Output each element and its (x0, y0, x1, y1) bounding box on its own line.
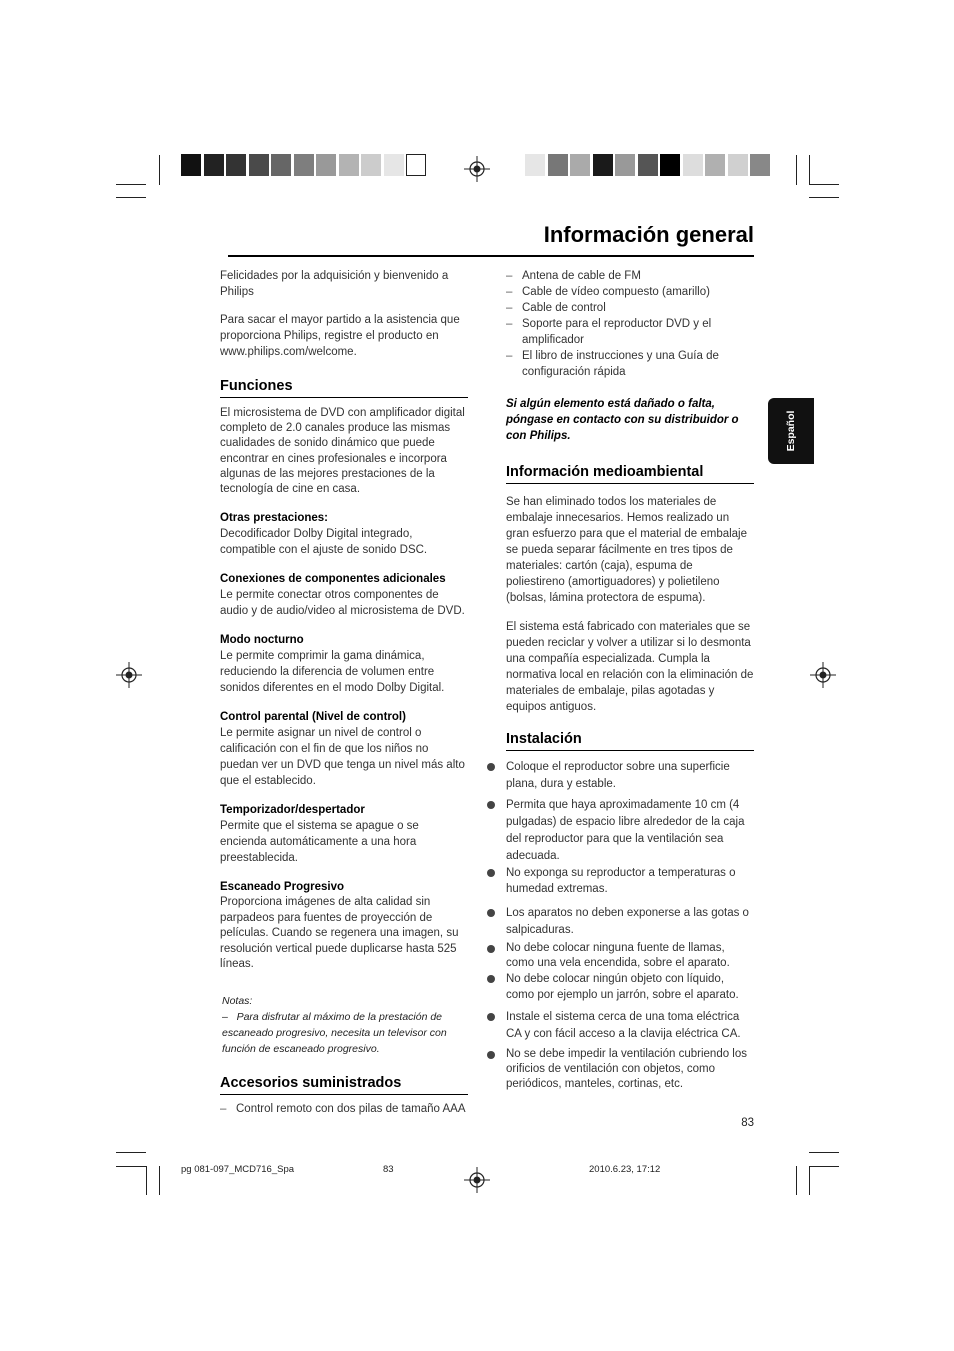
language-tab (768, 398, 814, 464)
page-number: 83 (741, 1117, 754, 1129)
notes-label: Notas: (222, 994, 253, 1007)
feature-text: Le permite conectar otros componentes de audio y de audio/video al microsistema de DVD. (220, 589, 465, 618)
feature-item (220, 571, 468, 619)
calibration-bars-left (181, 154, 429, 176)
calibration-swatch (316, 154, 336, 176)
list-item: Instale el sistema cerca de una toma eléctrica CA y con fácil acceso a la clavija eléctrica CA. (486, 1009, 754, 1043)
calibration-swatch (548, 154, 568, 176)
calibration-swatch (294, 154, 314, 176)
feature-title: Control parental (Nivel de control) (220, 711, 406, 724)
calibration-bars-right (525, 154, 773, 176)
registration-mark-icon (810, 662, 836, 688)
list-item: – El libro de instrucciones y una Guía de configuración rápida (506, 348, 754, 380)
right-column (506, 268, 754, 1092)
list-item: No se debe impedir la ventilación cubriendo los orificios de ventilación con objetos, como periódicos, manteles, cortinas, etc. (486, 1047, 754, 1092)
missing-items-warning: Si algún elemento está dañado o falta, póngase en contacto con su distribuidor o con Philips. (506, 398, 739, 442)
feature-text: Decodificador Dolby Digital integrado, compatible con el ajuste de sonido DSC. (220, 528, 428, 557)
calibration-swatch (339, 154, 359, 176)
calibration-swatch (638, 154, 658, 176)
calibration-swatch (660, 154, 680, 176)
registration-mark-icon (464, 1167, 490, 1193)
registration-mark-icon (116, 662, 142, 688)
calibration-swatch (181, 154, 201, 176)
list-item: – Cable de vídeo compuesto (amarillo) (506, 284, 754, 300)
footer-page: 83 (383, 1164, 394, 1175)
feature-text: Le permite asignar un nivel de control o calificación con el fin de que los niños no puedan ver un DVD que tenga un nivel más alto que el establecido. (220, 727, 465, 788)
list-item: – Soporte para el reproductor DVD y el amplificador (506, 316, 754, 348)
section-heading-funciones: Funciones (220, 378, 468, 398)
intro-paragraph: Felicidades por la adquisición y bienvenido a Philips (220, 270, 449, 298)
calibration-swatch (249, 154, 269, 176)
title-rule (228, 255, 754, 257)
calibration-swatch (271, 154, 291, 176)
calibration-swatch (384, 154, 404, 176)
footer-date: 2010.6.23, 17:12 (589, 1164, 661, 1175)
feature-item (220, 879, 468, 973)
list-item: No exponga su reproductor a temperaturas o humedad extremas. (486, 865, 754, 897)
installation-list (486, 759, 754, 1092)
feature-text: Permite que el sistema se apague o se encienda automáticamente a una hora preestablecida. (220, 820, 419, 865)
notes-text: Para disfrutar al máximo de la prestación de escaneado progresivo, necesita un televisor con función de escaneado progresivo. (222, 1010, 447, 1055)
feature-text: Proporciona imágenes de alta calidad sin parpadeos para fuentes de proyección de películas. Cuando se regenera una imagen, su resolución vertical puede duplicarse hasta 525 líneas. (220, 896, 459, 971)
section-heading-medioambiental: Información medioambiental (506, 464, 754, 484)
accessories-list (220, 1101, 468, 1117)
section-heading-accesorios: Accesorios suministrados (220, 1075, 468, 1095)
section-heading-instalacion: Instalación (506, 731, 754, 751)
dash-icon: – (222, 1010, 237, 1023)
intro-paragraph: Para sacar el mayor partido a la asistencia que proporciona Philips, registre el producto en www.philips.com/welcome. (220, 314, 460, 358)
list-item: Los aparatos no deben exponerse a las gotas o salpicaduras. (486, 905, 754, 939)
list-item: – Cable de control (506, 300, 754, 316)
list-item: No debe colocar ningún objeto con líquido, como por ejemplo un jarrón, sobre el aparato. (486, 971, 754, 1003)
calibration-swatch (728, 154, 748, 176)
list-item: No debe colocar ninguna fuente de llamas, como una vela encendida, sobre el aparato. (486, 941, 754, 970)
feature-text: Le permite comprimir la gama dinámica, reduciendo la diferencia de volumen entre sonidos diferentes en el modo Dolby Digital. (220, 650, 445, 695)
feature-item (220, 709, 468, 789)
list-item: – Antena de cable de FM (506, 268, 754, 284)
accessories-list-continued (506, 268, 754, 380)
calibration-swatch (570, 154, 590, 176)
language-tab-label: Español (785, 410, 797, 452)
calibration-swatch (361, 154, 381, 176)
list-item: Coloque el reproductor sobre una superficie plana, dura y estable. (486, 759, 754, 793)
feature-item (220, 802, 468, 866)
environment-paragraph: El sistema está fabricado con materiales que se pueden reciclar y volver a utilizar si lo desmonta una compañía especializada. Cumpla la normativa local en relación con la eliminación de materiales de embalaje, pilas agotadas y equipos antiguos. (506, 621, 754, 713)
feature-title: Modo nocturno (220, 634, 304, 647)
environment-paragraph: Se han eliminado todos los materiales de embalaje innecesarios. Hemos realizado un gran esfuerzo para que el material de embalaje se pueda separar fácilmente en tres tipos de materiales: cartón (caja), espuma de poliestireno (amortiguadores) y polietileno (bolsas, lámina protectora de espuma). (506, 496, 748, 604)
calibration-swatch (705, 154, 725, 176)
calibration-swatch (406, 154, 426, 176)
calibration-swatch (226, 154, 246, 176)
calibration-swatch (683, 154, 703, 176)
calibration-swatch (593, 154, 613, 176)
feature-item (220, 632, 468, 696)
list-item: – Control remoto con dos pilas de tamaño AAA (220, 1101, 468, 1117)
calibration-swatch (615, 154, 635, 176)
feature-item (220, 510, 468, 558)
feature-title: Otras prestaciones: (220, 512, 329, 525)
registration-mark-icon (464, 156, 490, 182)
feature-title: Conexiones de componentes adicionales (220, 573, 446, 586)
list-item: Permita que haya aproximadamente 10 cm (4 pulgadas) de espacio libre alrededor de la caja del reproductor para que la ventilación sea adecuada. (486, 797, 754, 865)
feature-title: Escaneado Progresivo (220, 881, 344, 894)
calibration-swatch (204, 154, 224, 176)
calibration-swatch (750, 154, 770, 176)
funciones-body: El microsistema de DVD con amplificador digital completo de 2.0 canales produce las mismas cualidades de sonido dinámico que puede encontrar en cines profesionales e incorpora algunas de las mejores prestaciones de la tecnología de cine en casa. (220, 407, 465, 496)
calibration-swatch (525, 154, 545, 176)
left-column (220, 268, 468, 1117)
notes-block (220, 993, 468, 1057)
footer-file: pg 081-097_MCD716_Spa (181, 1164, 295, 1175)
page-title: Información general (543, 222, 754, 247)
feature-title: Temporizador/despertador (220, 804, 365, 817)
